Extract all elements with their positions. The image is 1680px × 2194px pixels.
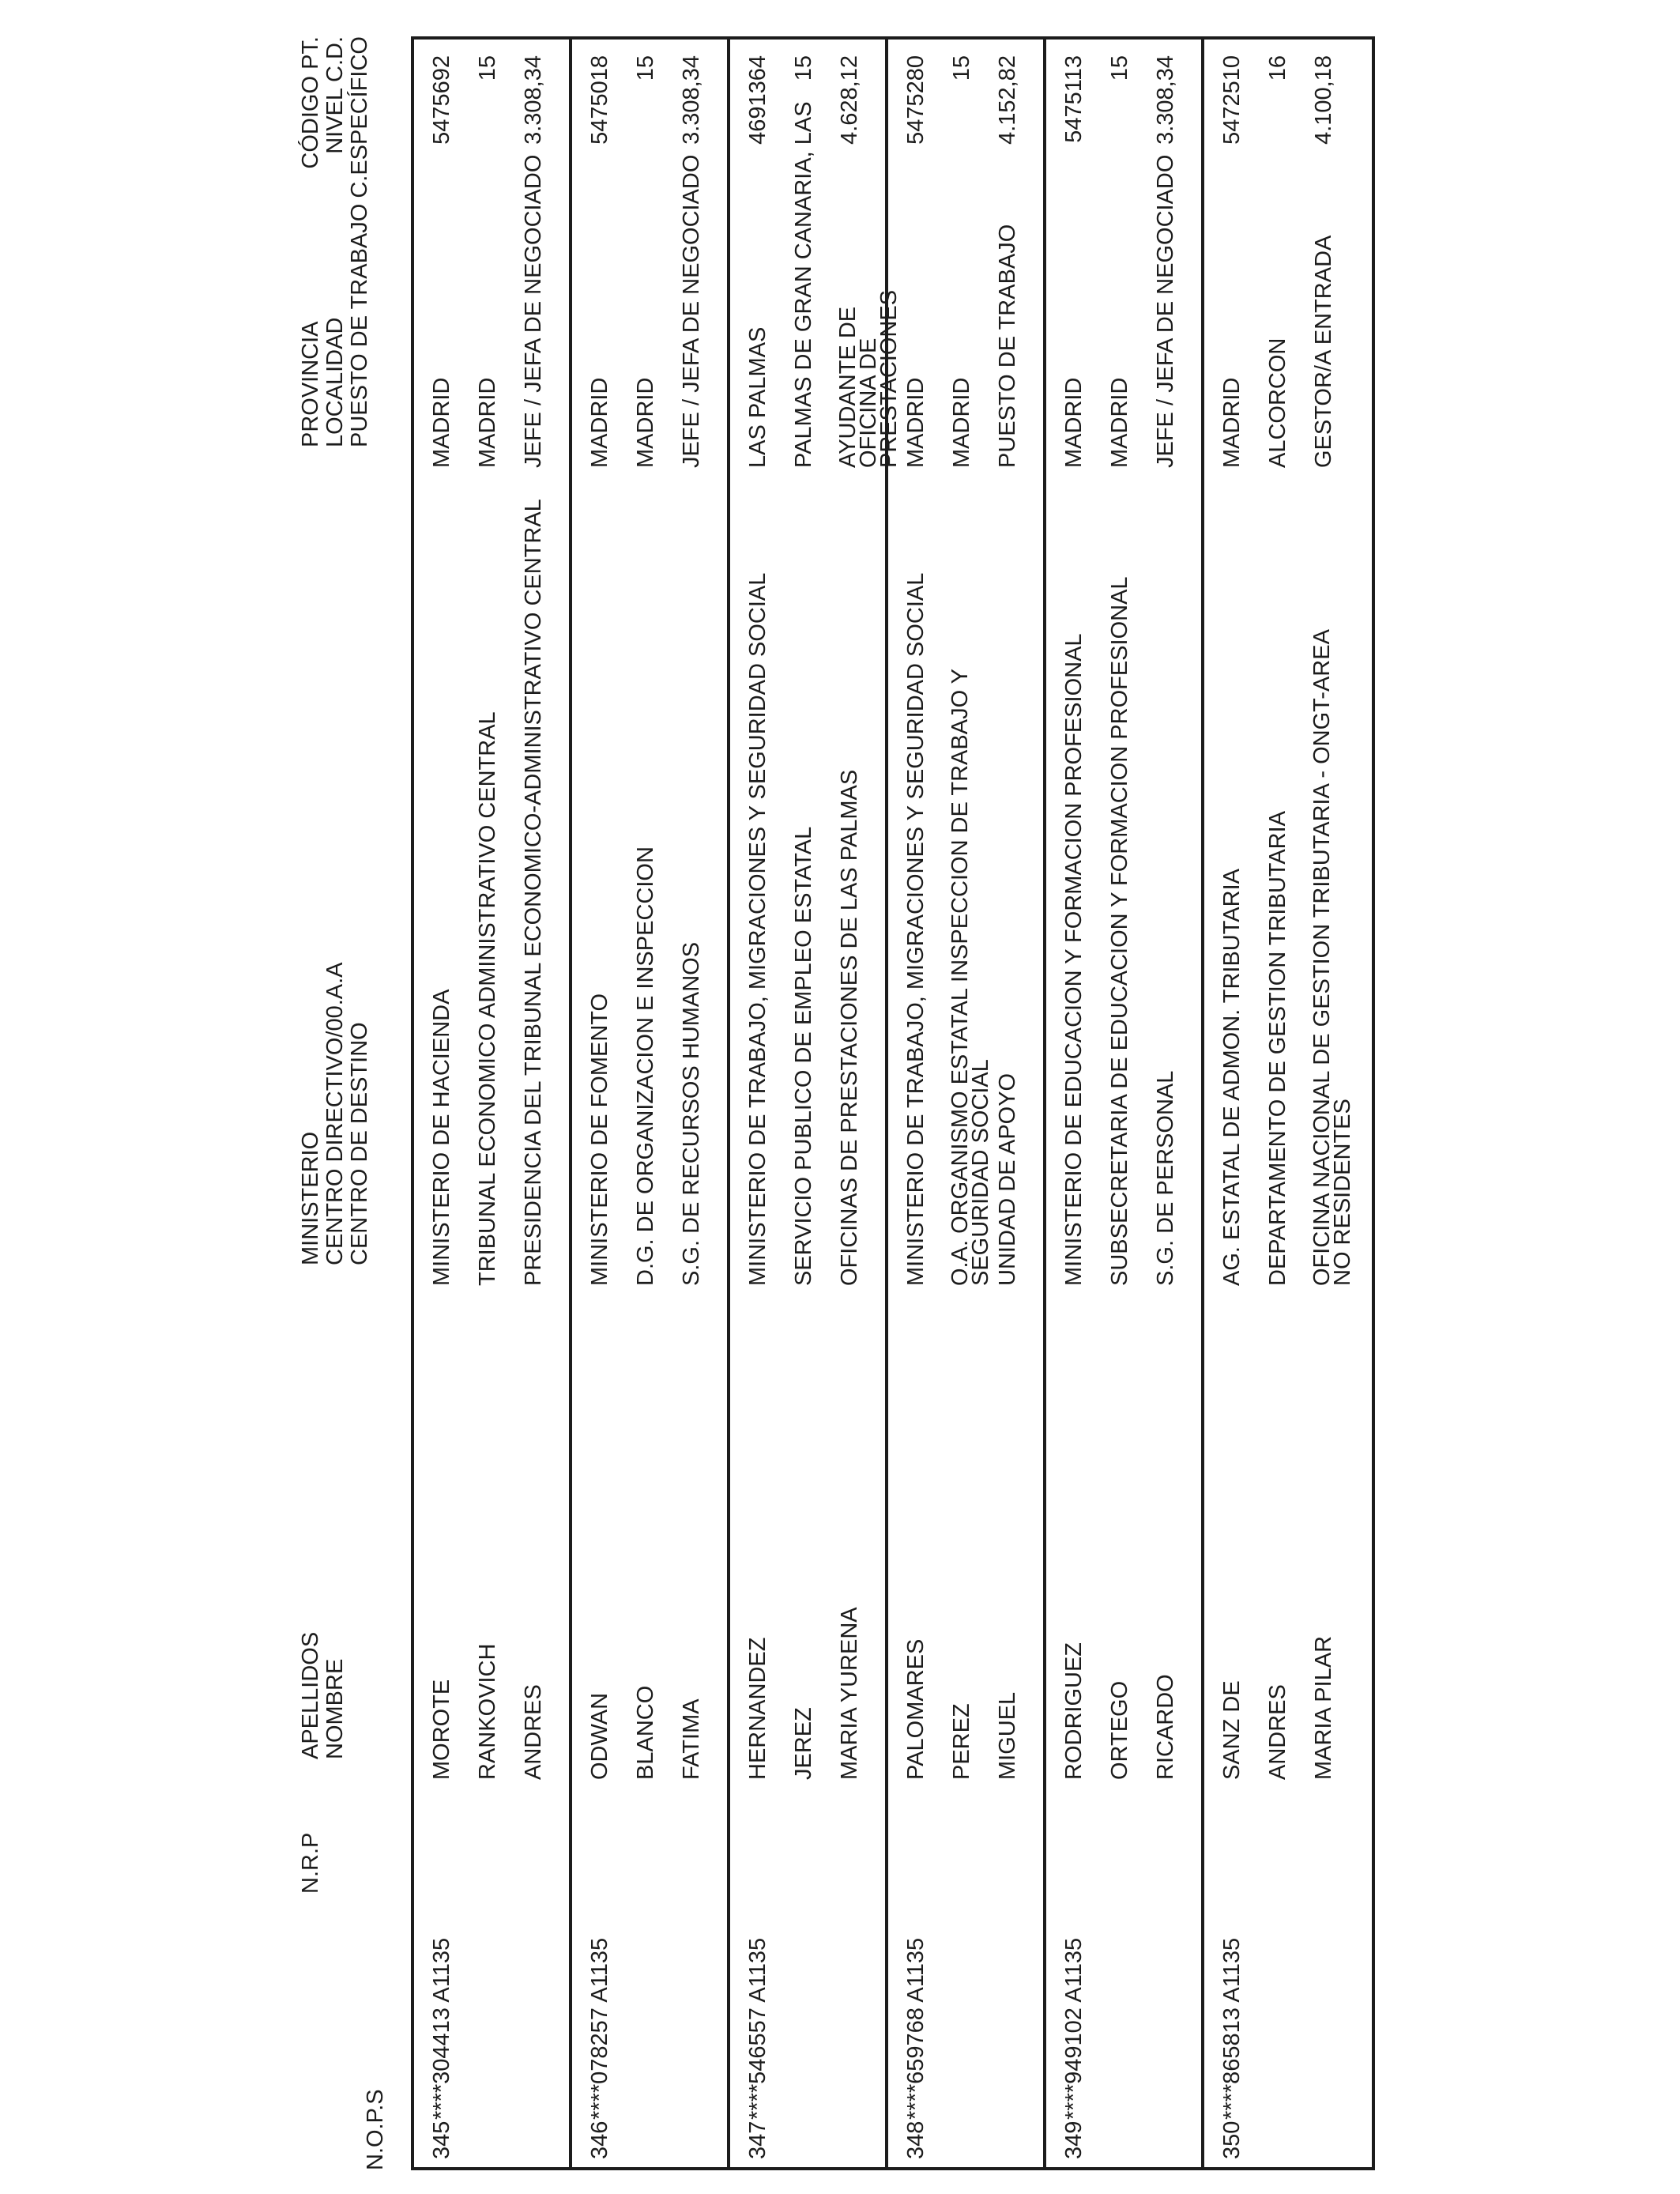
nops-number: 345 xyxy=(429,2120,454,2159)
code-info: 5475018 15 3.308,34 xyxy=(587,55,704,145)
table-row xyxy=(1046,40,1204,2167)
nops-number: 347 xyxy=(745,2120,770,2159)
header-code: CÓDIGO PT. NIVEL C.D. C.ESPECÍFICO xyxy=(298,36,372,198)
header-place: PROVINCIA LOCALIDAD PUESTO DE TRABAJO xyxy=(298,203,372,447)
code-info: 5475692 15 3.308,34 xyxy=(429,55,546,145)
code-info: 5475113 15 3.308,34 xyxy=(1061,55,1178,145)
nrp-code: ****078257 A1135 xyxy=(587,1937,612,2120)
place-info: MADRID MADRID JEFE / JEFA DE NEGOCIADO xyxy=(587,154,704,468)
nrp-code: ****949102 A1135 xyxy=(1061,1937,1087,2120)
place-info: MADRID MADRID JEFE / JEFA DE NEGOCIADO xyxy=(429,154,546,468)
records-table xyxy=(411,36,1375,2170)
person-names: ODWAN BLANCO FATIMA xyxy=(587,1685,704,1780)
nops-number: 349 xyxy=(1061,2120,1087,2159)
centre-info: MINISTERIO DE HACIENDA TRIBUNAL ECONOMICO ADMINISTRATIVO CENTRAL PRESIDENCIA DEL TRIBUNAL ECONOMICO-ADMINISTRATIVO CENTRAL xyxy=(429,499,546,1286)
table-row xyxy=(572,40,730,2167)
person-names: RODRIGUEZ ORTEGO RICARDO xyxy=(1061,1642,1178,1780)
centre-info: MINISTERIO DE TRABAJO, MIGRACIONES Y SEGURIDAD SOCIAL SERVICIO PUBLICO DE EMPLEO ESTATAL OFICINAS DE PRESTACIONES DE LAS PALMAS xyxy=(745,572,862,1286)
place-info: MADRID MADRID JEFE / JEFA DE NEGOCIADO xyxy=(1061,154,1178,468)
nops-number: 346 xyxy=(587,2120,612,2159)
nops-number: 348 xyxy=(903,2120,929,2159)
person-names: SANZ DE ANDRES MARIA PILAR xyxy=(1219,1635,1336,1780)
table-row xyxy=(1204,40,1362,2167)
nops-number: 350 xyxy=(1219,2120,1245,2159)
place-info: MADRID ALCORCON GESTOR/A ENTRADA xyxy=(1219,235,1336,468)
centre-info: MINISTERIO DE TRABAJO, MIGRACIONES Y SEGURIDAD SOCIAL O.A. ORGANISMO ESTATAL INSPECCION DE TRABAJO Y SEGURIDAD SOCIAL UNIDAD DE APOYO xyxy=(903,572,1020,1286)
header-names: APELLIDOS NOMBRE xyxy=(298,1631,348,1759)
header-centre: MINISTERIO CENTRO DIRECTIVO/00.A.A CENTRO DE DESTINO xyxy=(298,962,372,1265)
code-info: 5475280 15 4.152,82 xyxy=(903,55,1020,145)
centre-info: MINISTERIO DE EDUCACION Y FORMACION PROFESIONAL SUBSECRETARIA DE EDUCACION Y FORMACION PROFESIONAL S.G. DE PERSONAL xyxy=(1061,576,1178,1286)
place-info: MADRID MADRID PUESTO DE TRABAJO xyxy=(903,224,1020,468)
centre-info: MINISTERIO DE FOMENTO D.G. DE ORGANIZACION E INSPECCION S.G. DE RECURSOS HUMANOS xyxy=(587,846,704,1286)
nrp-code: ****865813 A1135 xyxy=(1219,1937,1245,2120)
place-info: LAS PALMAS PALMAS DE GRAN CANARIA, LAS AYUDANTE DE OFICINA DE PRESTACIONES xyxy=(745,101,902,468)
table-header xyxy=(299,36,394,2170)
header-nops: N.O.P.S xyxy=(363,2089,388,2170)
nrp-code: ****546557 A1135 xyxy=(745,1937,770,2120)
table-row xyxy=(730,40,902,2167)
nrp-code: ****659768 A1135 xyxy=(903,1937,929,2120)
centre-info: AG. ESTATAL DE ADMON. TRIBUTARIA DEPARTAMENTO DE GESTION TRIBUTARIA OFICINA NACIONAL DE GESTION TRIBUTARIA - ONGT-AREA NO RESIDENTES xyxy=(1219,630,1355,1286)
header-nrp: N.R.P xyxy=(298,1832,323,1894)
person-names: MOROTE RANKOVICH ANDRES xyxy=(429,1643,546,1780)
table-row xyxy=(414,40,572,2167)
person-names: HERNANDEZ JEREZ MARIA YURENA xyxy=(745,1607,862,1780)
person-names: PALOMARES PEREZ MIGUEL xyxy=(903,1638,1020,1780)
nrp-code: ****304413 A1135 xyxy=(429,1937,454,2120)
table-row xyxy=(888,40,1046,2167)
code-info: 5472510 16 4.100,18 xyxy=(1219,55,1336,145)
code-info: 4691364 15 4.628,12 xyxy=(745,55,862,145)
